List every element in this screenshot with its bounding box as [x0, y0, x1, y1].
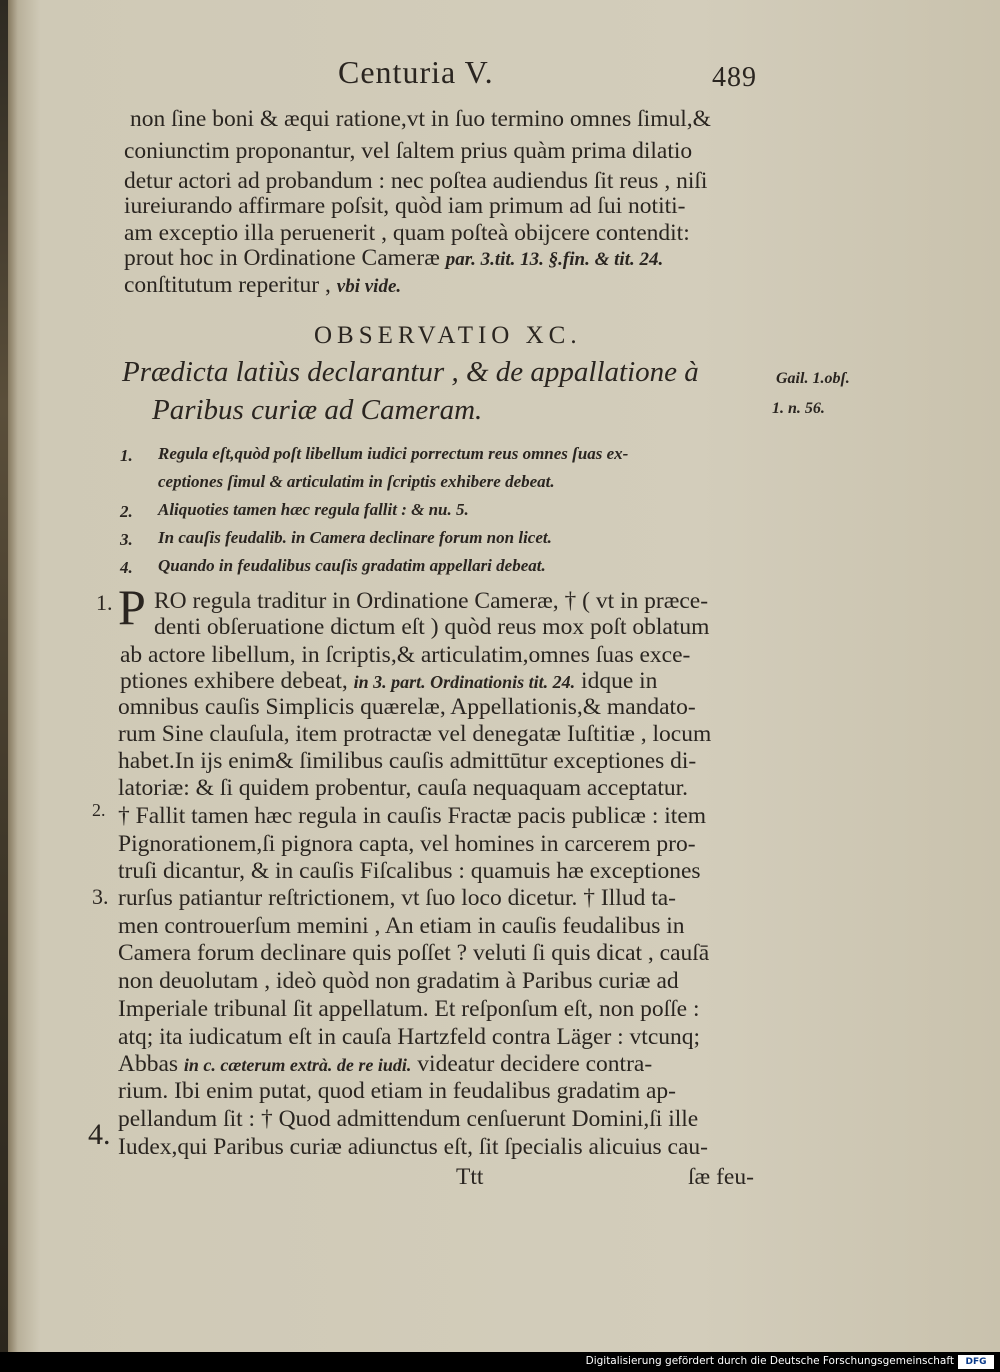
text-line: habet.In ijs enim& ſimilibus cauſis admittūtur exceptiones di-: [118, 748, 697, 774]
footer-bar: [0, 1352, 1000, 1372]
summary-number: 3.: [120, 530, 133, 549]
summary-line: Regula eſt,quòd poſt libellum iudici porrectum reus omnes ſuas ex-: [158, 444, 629, 463]
drop-cap: P: [118, 579, 146, 635]
text-line: latoriæ: & ſi quidem probentur, cauſa nequaquam acceptatur.: [118, 775, 689, 801]
text-run: ptiones exhibere debeat,: [120, 668, 348, 694]
text-line: [124, 245, 663, 272]
citation: vbi vide.: [336, 276, 402, 297]
summary-line: ceptiones ſimul & articulatim in ſcriptis exhibere debeat.: [158, 472, 555, 491]
text-line: [120, 668, 657, 695]
text-line: rurſus patiantur reſtrictionem, vt ſuo loco dicetur. † Illud ta-: [118, 885, 676, 911]
text-line: Iudex,qui Paribus curiæ adiunctus eſt, ſit ſpecialis alicuius cau-: [118, 1134, 708, 1160]
margin-reference: 1. n. 56.: [772, 400, 825, 417]
text-line: RO regula traditur in Ordinatione Cameræ, † ( vt in præce-: [154, 588, 709, 614]
text-run: prout hoc in Ordinatione Cameræ: [124, 245, 440, 271]
text-line: Camera forum declinare quis poſſet ? veluti ſi quis dicat , cauſā: [118, 940, 710, 966]
summary-number: 4.: [120, 558, 133, 577]
margin-reference: Gail. 1.obſ.: [776, 370, 850, 387]
observation-subtitle-line1: Prædicta latiùs declarantur , & de appallatione à: [122, 356, 699, 388]
margin-number: 1.: [96, 590, 113, 615]
text-run: videatur decidere contra-: [417, 1051, 653, 1077]
funding-notice: Digitalisierung gefördert durch die Deutsche Forschungsgemeinschaft: [585, 1355, 954, 1367]
text-run: idque in: [581, 668, 658, 694]
margin-number: 2.: [92, 800, 106, 820]
text-line: truſi dicantur, & in cauſis Fiſcalibus : quamuis hæ exceptiones: [118, 858, 701, 884]
text-line: denti obſeruatione dictum eſt ) quòd reus mox poſt oblatum: [154, 614, 710, 640]
text-line: coniunctim proponantur, vel ſaltem prius quàm prima dilatio: [124, 138, 693, 164]
citation: par. 3.tit. 13. §.fin. & tit. 24.: [445, 249, 664, 270]
text-line: atq; ita iudicatum eſt in cauſa Hartzfeld contra Läger : vtcunq;: [118, 1024, 701, 1050]
text-line: non deuolutam , ideò quòd non gradatim à Paribus curiæ ad: [118, 968, 679, 994]
running-title: Centuria V.: [338, 54, 494, 90]
margin-number: 3.: [92, 884, 109, 909]
text-line: [118, 1051, 652, 1078]
page-number: 489: [712, 62, 757, 93]
dfg-logo: DFG: [958, 1355, 994, 1369]
observation-subtitle-line2: Paribus curiæ ad Cameram.: [152, 394, 483, 426]
observation-heading: OBSERVATIO XC.: [314, 322, 582, 349]
citation: in 3. part. Ordinationis tit. 24.: [353, 672, 576, 692]
citation: in c. cæterum extrà. de re iudi.: [183, 1055, 412, 1075]
text-run: conſtitutum reperitur ,: [124, 272, 331, 298]
text-line: am exceptio illa peruenerit , quam poſteà obijcere contendit:: [124, 220, 690, 246]
signature-mark: Ttt: [456, 1164, 484, 1190]
summary-line: In cauſis feudalib. in Camera declinare forum non licet.: [158, 528, 552, 547]
summary-line: Quando in feudalibus cauſis gradatim appellari debeat.: [158, 556, 546, 575]
text-line: iureiurando affirmare poſsit, quòd iam primum ad ſui notiti-: [124, 193, 686, 219]
text-line: Imperiale tribunal ſit appellatum. Et reſponſum eſt, non poſſe :: [118, 996, 700, 1022]
catchword: ſæ feu-: [688, 1164, 754, 1190]
text-line: Pignorationem,ſi pignora capta, vel homines in carcerem pro-: [118, 831, 696, 857]
summary-number: 1.: [120, 446, 133, 465]
text-line: men controuerſum memini , An etiam in cauſis feudalibus in: [118, 913, 685, 939]
text-line: [124, 272, 401, 299]
text-line: omnibus cauſis Simplicis quærelæ, Appellationis,& mandato-: [118, 694, 696, 720]
text-line: † Fallit tamen hæc regula in cauſis Fractæ pacis publicæ : item: [118, 803, 707, 829]
text-line: rum Sine clauſula, item protractæ vel denegatæ Iuſtitiæ , locum: [118, 721, 712, 747]
text-line: ab actore libellum, in ſcriptis,& articulatim,omnes ſuas exce-: [120, 642, 691, 668]
binding-gutter: [0, 0, 8, 1352]
margin-number: 4.: [88, 1118, 111, 1151]
text-line: rium. Ibi enim putat, quod etiam in feudalibus gradatim ap-: [118, 1078, 676, 1104]
text-line: detur actori ad probandum : nec poſtea audiendus ſit reus , niſi: [124, 168, 708, 194]
summary-line: Aliquoties tamen hæc regula fallit : & nu. 5.: [158, 500, 469, 519]
text-line: pellandum ſit : † Quod admittendum cenſuerunt Domini,ſi ille: [118, 1106, 699, 1132]
text-run: Abbas: [118, 1051, 179, 1077]
text-line: non ſine boni & æqui ratione,vt in ſuo termino omnes ſimul,&: [130, 106, 711, 132]
summary-number: 2.: [120, 502, 133, 521]
